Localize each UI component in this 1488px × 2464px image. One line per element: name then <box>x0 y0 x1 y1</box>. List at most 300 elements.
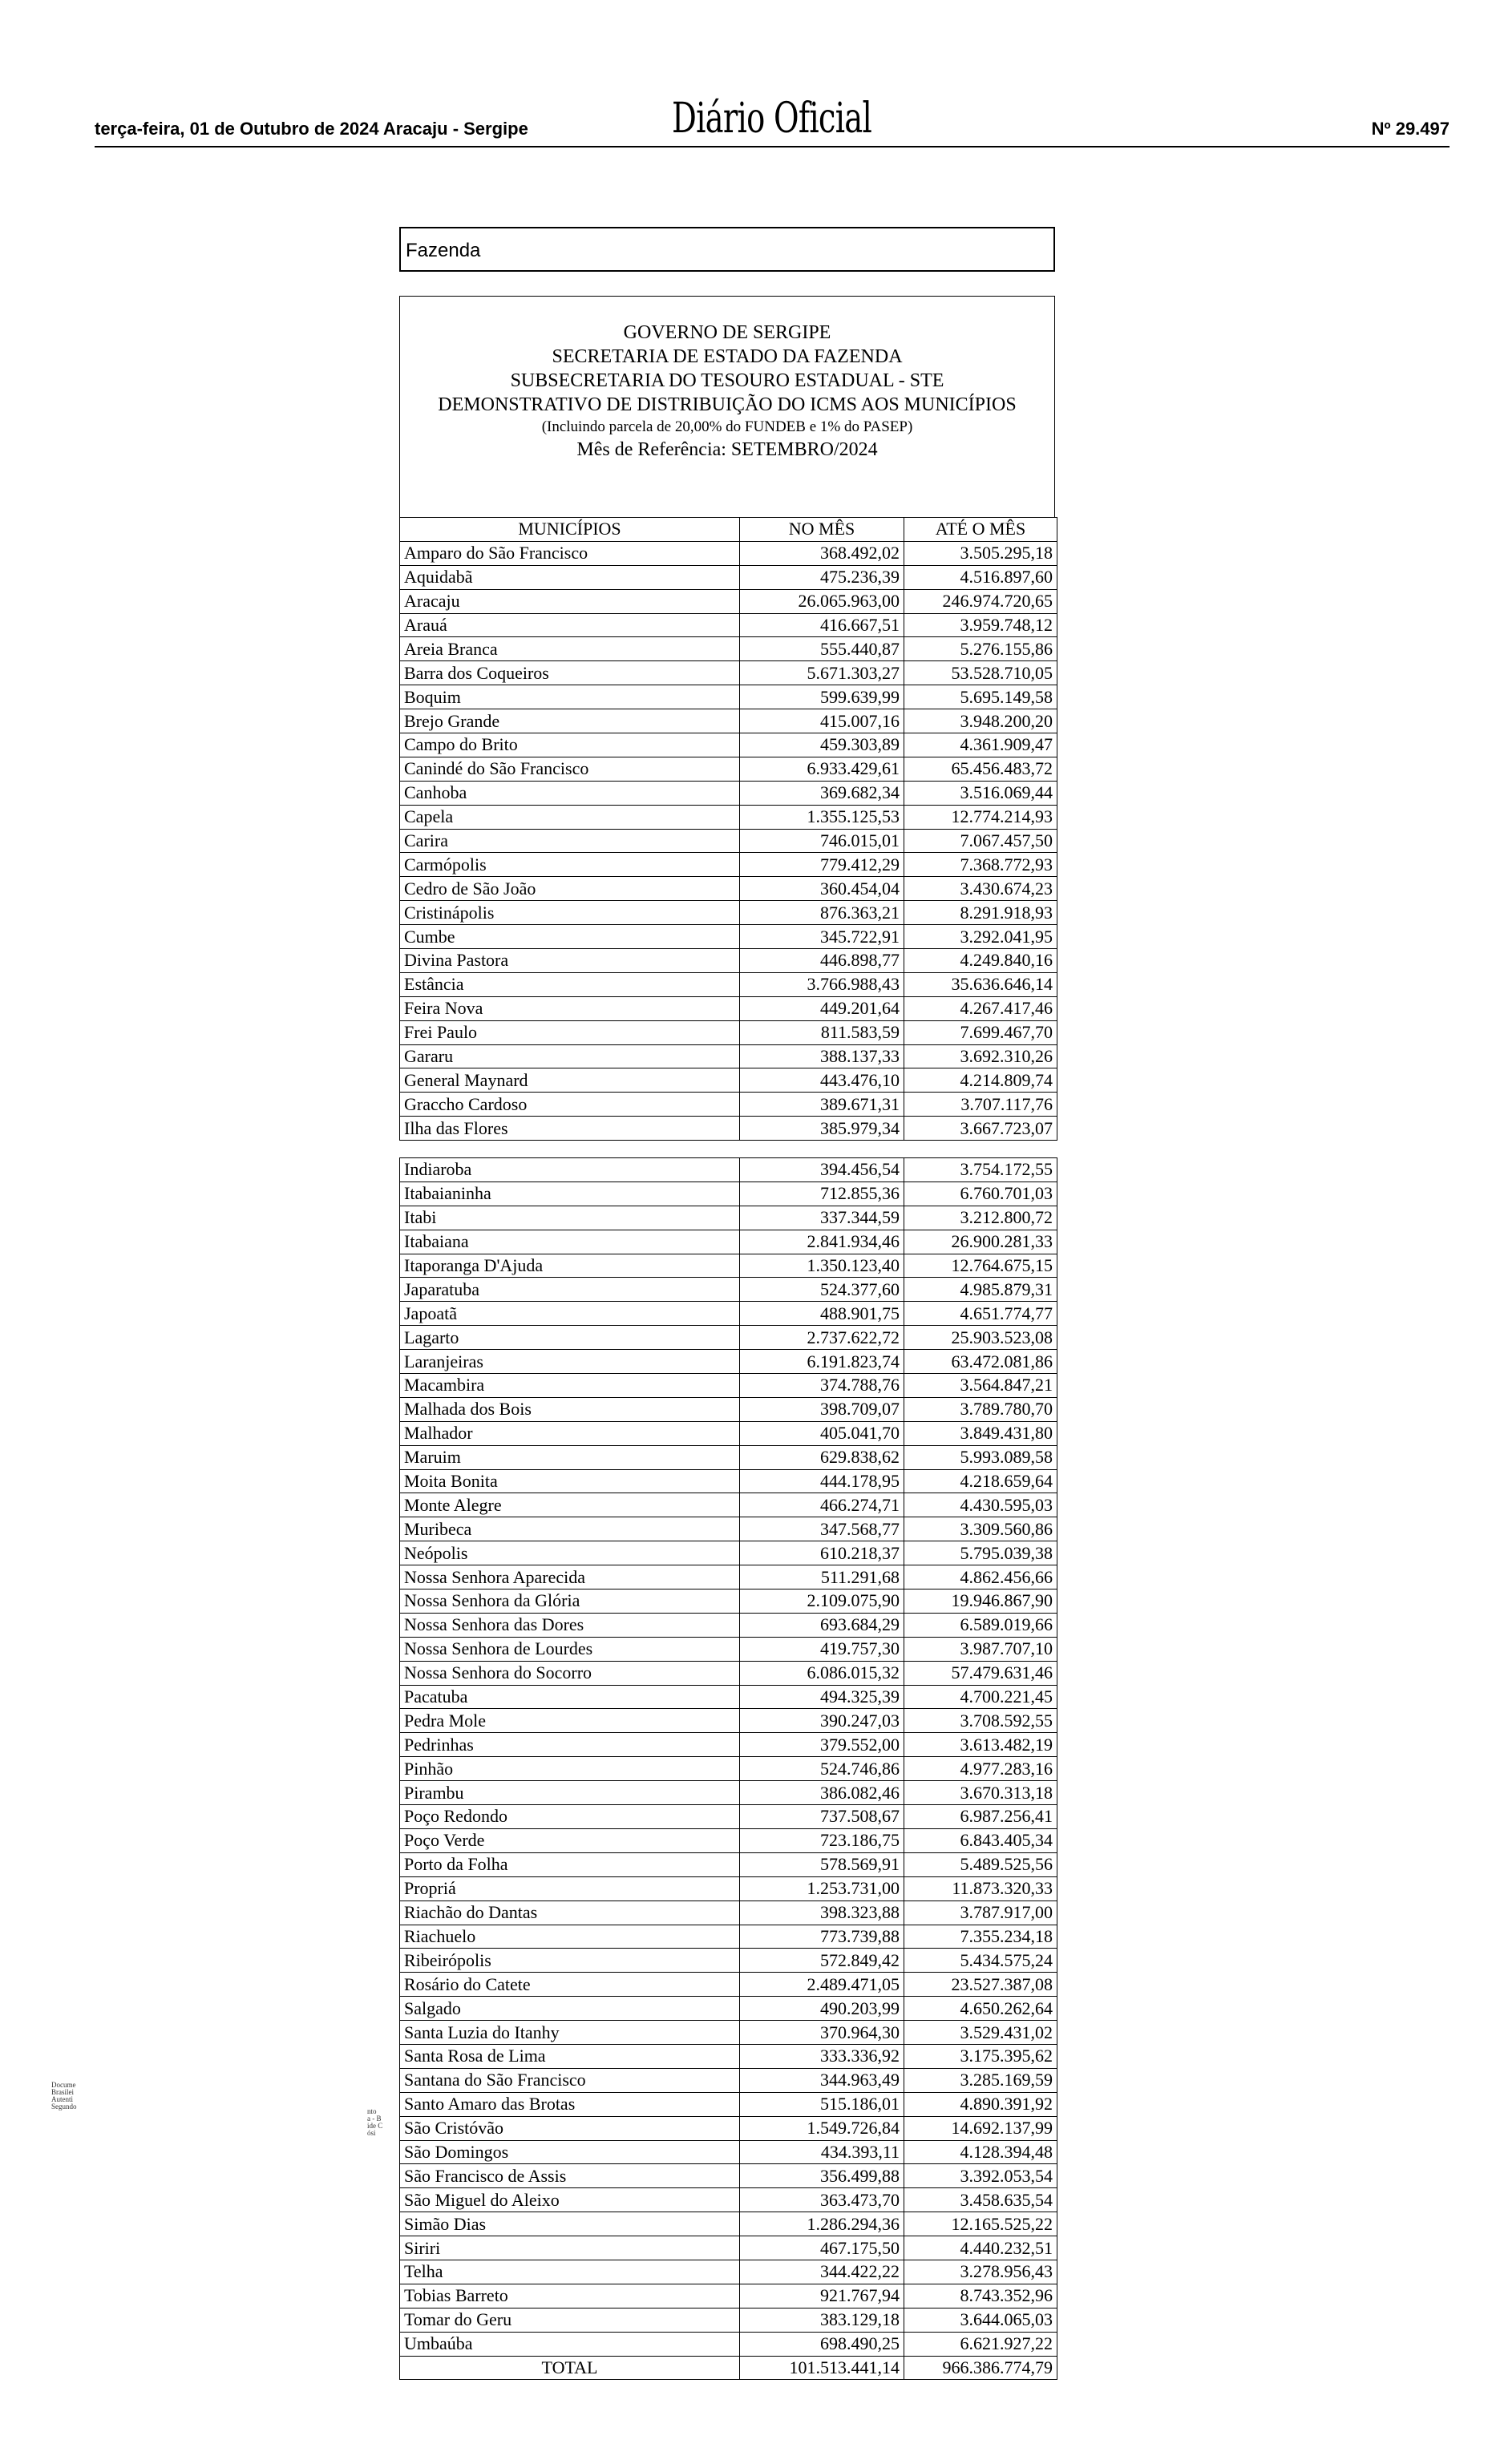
municipio-name: Monte Alegre <box>400 1493 740 1517</box>
ate-o-mes-value: 19.946.867,90 <box>904 1589 1057 1614</box>
ate-o-mes-value: 7.067.457,50 <box>904 829 1057 853</box>
table-row <box>400 1374 1057 1398</box>
table-row <box>400 2116 1057 2140</box>
table-row <box>400 1493 1057 1517</box>
ate-o-mes-value: 6.621.927,22 <box>904 2332 1057 2356</box>
no-mes-value: 459.303,89 <box>740 733 904 757</box>
municipio-name: Barra dos Coqueiros <box>400 661 740 685</box>
table-row <box>400 757 1057 781</box>
total-label: TOTAL <box>400 2356 740 2380</box>
ate-o-mes-value: 4.977.283,16 <box>904 1757 1057 1781</box>
no-mes-value: 2.489.471,05 <box>740 1973 904 1997</box>
table-row <box>400 1852 1057 1876</box>
table-row <box>400 1254 1057 1278</box>
ate-o-mes-value: 3.948.200,20 <box>904 709 1057 733</box>
ate-o-mes-value: 6.843.405,34 <box>904 1828 1057 1852</box>
ate-o-mes-value: 4.890.391,92 <box>904 2092 1057 2116</box>
no-mes-value: 811.583,59 <box>740 1020 904 1044</box>
table-row <box>400 1068 1057 1093</box>
ate-o-mes-value: 7.699.467,70 <box>904 1020 1057 1044</box>
ate-o-mes-value: 3.613.482,19 <box>904 1733 1057 1757</box>
municipio-name: Umbaúba <box>400 2332 740 2356</box>
no-mes-value: 737.508,67 <box>740 1805 904 1829</box>
municipio-name: Salgado <box>400 1997 740 2021</box>
no-mes-value: 444.178,95 <box>740 1469 904 1493</box>
no-mes-value: 876.363,21 <box>740 901 904 925</box>
table-row <box>400 1020 1057 1044</box>
ate-o-mes-value: 4.862.456,66 <box>904 1565 1057 1589</box>
no-mes-value: 356.499,88 <box>740 2164 904 2188</box>
ate-o-mes-value: 3.516.069,44 <box>904 781 1057 805</box>
table-row <box>400 541 1057 565</box>
no-mes-value: 6.086.015,32 <box>740 1661 904 1685</box>
table-row <box>400 829 1057 853</box>
table-row <box>400 1182 1057 1206</box>
municipio-name: Nossa Senhora do Socorro <box>400 1661 740 1685</box>
table-row <box>400 1757 1057 1781</box>
ate-o-mes-value: 4.361.909,47 <box>904 733 1057 757</box>
section-title: Fazenda <box>399 227 1055 272</box>
ate-o-mes-value: 8.291.918,93 <box>904 901 1057 925</box>
municipio-name: Capela <box>400 805 740 829</box>
municipio-name: Nossa Senhora das Dores <box>400 1613 740 1637</box>
municipio-name: Carmópolis <box>400 853 740 877</box>
table-header-row <box>400 518 1057 542</box>
municipio-name: Itabi <box>400 1206 740 1230</box>
ate-o-mes-value: 11.873.320,33 <box>904 1876 1057 1901</box>
ate-o-mes-value: 5.434.575,24 <box>904 1949 1057 1973</box>
table-row <box>400 925 1057 949</box>
table-row <box>400 1613 1057 1637</box>
table-row <box>400 2188 1057 2212</box>
municipio-name: Cristinápolis <box>400 901 740 925</box>
ate-o-mes-value: 3.278.956,43 <box>904 2260 1057 2284</box>
no-mes-value: 434.393,11 <box>740 2140 904 2164</box>
municipio-name: Cumbe <box>400 925 740 949</box>
ate-o-mes-value: 5.695.149,58 <box>904 685 1057 709</box>
table-row <box>400 1397 1057 1421</box>
municipio-name: Brejo Grande <box>400 709 740 733</box>
table-row <box>400 565 1057 589</box>
municipio-name: Propriá <box>400 1876 740 1901</box>
municipio-name: Estância <box>400 972 740 996</box>
municipio-name: Malhada dos Bois <box>400 1397 740 1421</box>
ate-o-mes-value: 3.787.917,00 <box>904 1901 1057 1925</box>
table-row <box>400 1117 1057 1141</box>
table-row <box>400 1828 1057 1852</box>
ate-o-mes-value: 12.165.525,22 <box>904 2212 1057 2236</box>
no-mes-value: 345.722,91 <box>740 925 904 949</box>
edition-number: Nº 29.497 <box>1371 119 1450 139</box>
no-mes-value: 610.218,37 <box>740 1541 904 1565</box>
no-mes-value: 449.201,64 <box>740 996 904 1020</box>
table-row <box>400 2332 1057 2356</box>
municipio-name: Japoatã <box>400 1302 740 1326</box>
ate-o-mes-value: 6.987.256,41 <box>904 1805 1057 1829</box>
municipio-name: Tomar do Geru <box>400 2308 740 2332</box>
municipio-name: Pedra Mole <box>400 1709 740 1733</box>
municipio-name: Nossa Senhora de Lourdes <box>400 1637 740 1661</box>
no-mes-value: 337.344,59 <box>740 1206 904 1230</box>
no-mes-value: 419.757,30 <box>740 1637 904 1661</box>
table-row <box>400 1302 1057 1326</box>
table-row <box>400 1709 1057 1733</box>
municipio-name: Laranjeiras <box>400 1350 740 1374</box>
ate-o-mes-value: 3.292.041,95 <box>904 925 1057 949</box>
no-mes-value: 629.838,62 <box>740 1445 904 1469</box>
no-mes-value: 398.323,88 <box>740 1901 904 1925</box>
table-row <box>400 589 1057 613</box>
municipio-name: Ribeirópolis <box>400 1949 740 1973</box>
no-mes-value: 3.766.988,43 <box>740 972 904 996</box>
table-row <box>400 1206 1057 1230</box>
municipio-name: Pinhão <box>400 1757 740 1781</box>
ate-o-mes-value: 3.667.723,07 <box>904 1117 1057 1141</box>
ate-o-mes-value: 3.754.172,55 <box>904 1158 1057 1182</box>
no-mes-value: 515.186,01 <box>740 2092 904 2116</box>
no-mes-value: 779.412,29 <box>740 853 904 877</box>
ate-o-mes-value: 4.128.394,48 <box>904 2140 1057 2164</box>
municipio-name: Carira <box>400 829 740 853</box>
no-mes-value: 488.901,75 <box>740 1302 904 1326</box>
total-row <box>400 2356 1057 2380</box>
ate-o-mes-value: 3.564.847,21 <box>904 1374 1057 1398</box>
table-row <box>400 1973 1057 1997</box>
no-mes-value: 344.422,22 <box>740 2260 904 2284</box>
municipio-name: Maruim <box>400 1445 740 1469</box>
no-mes-value: 921.767,94 <box>740 2284 904 2308</box>
ate-o-mes-value: 12.774.214,93 <box>904 805 1057 829</box>
table-row <box>400 877 1057 901</box>
table-row <box>400 1781 1057 1805</box>
ate-o-mes-value: 3.849.431,80 <box>904 1421 1057 1445</box>
column-header-no-mes: NO MÊS <box>740 518 904 542</box>
municipio-name: Frei Paulo <box>400 1020 740 1044</box>
ate-o-mes-value: 3.692.310,26 <box>904 1044 1057 1068</box>
ate-o-mes-value: 5.276.155,86 <box>904 637 1057 661</box>
ate-o-mes-value: 26.900.281,33 <box>904 1230 1057 1254</box>
ate-o-mes-value: 3.707.117,76 <box>904 1093 1057 1117</box>
table-row <box>400 1565 1057 1589</box>
municipio-name: São Domingos <box>400 2140 740 2164</box>
ate-o-mes-value: 5.795.039,38 <box>904 1541 1057 1565</box>
municipio-name: Riachuelo <box>400 1925 740 1949</box>
table-row <box>400 1278 1057 1302</box>
table-row <box>400 1925 1057 1949</box>
table-row <box>400 2308 1057 2332</box>
municipio-name: Graccho Cardoso <box>400 1093 740 1117</box>
ate-o-mes-value: 3.392.053,54 <box>904 2164 1057 2188</box>
no-mes-value: 712.855,36 <box>740 1182 904 1206</box>
column-header-ate-o-mes: ATÉ O MÊS <box>904 518 1057 542</box>
no-mes-value: 415.007,16 <box>740 709 904 733</box>
municipio-name: Gararu <box>400 1044 740 1068</box>
table-row <box>400 1876 1057 1901</box>
no-mes-value: 524.746,86 <box>740 1757 904 1781</box>
total-no-mes: 101.513.441,14 <box>740 2356 904 2380</box>
ate-o-mes-value: 4.218.659,64 <box>904 1469 1057 1493</box>
ate-o-mes-value: 12.764.675,15 <box>904 1254 1057 1278</box>
municipio-name: Lagarto <box>400 1326 740 1350</box>
ate-o-mes-value: 14.692.137,99 <box>904 2116 1057 2140</box>
municipio-name: Santana do São Francisco <box>400 2068 740 2092</box>
table-row <box>400 2212 1057 2236</box>
municipio-name: São Miguel do Aleixo <box>400 2188 740 2212</box>
ate-o-mes-value: 6.760.701,03 <box>904 1182 1057 1206</box>
ate-o-mes-value: 4.267.417,46 <box>904 996 1057 1020</box>
no-mes-value: 693.684,29 <box>740 1613 904 1637</box>
ate-o-mes-value: 3.959.748,12 <box>904 613 1057 637</box>
icms-table-part1 <box>399 517 1057 1141</box>
table-row <box>400 2164 1057 2188</box>
municipio-name: São Cristóvão <box>400 2116 740 2140</box>
municipio-name: Arauá <box>400 613 740 637</box>
ate-o-mes-value: 25.903.523,08 <box>904 1326 1057 1350</box>
no-mes-value: 416.667,51 <box>740 613 904 637</box>
ate-o-mes-value: 3.212.800,72 <box>904 1206 1057 1230</box>
no-mes-value: 390.247,03 <box>740 1709 904 1733</box>
municipio-name: Nossa Senhora Aparecida <box>400 1565 740 1589</box>
no-mes-value: 398.709,07 <box>740 1397 904 1421</box>
table-row <box>400 1589 1057 1614</box>
ate-o-mes-value: 4.700.221,45 <box>904 1685 1057 1709</box>
no-mes-value: 494.325,39 <box>740 1685 904 1709</box>
municipio-name: Indiaroba <box>400 1158 740 1182</box>
municipio-name: Boquim <box>400 685 740 709</box>
table-row <box>400 2044 1057 2068</box>
ate-o-mes-value: 53.528.710,05 <box>904 661 1057 685</box>
no-mes-value: 443.476,10 <box>740 1068 904 1093</box>
table-row <box>400 2021 1057 2045</box>
municipio-name: Nossa Senhora da Glória <box>400 1589 740 1614</box>
municipio-name: Pirambu <box>400 1781 740 1805</box>
no-mes-value: 578.569,91 <box>740 1852 904 1876</box>
table-row <box>400 1469 1057 1493</box>
ate-o-mes-value: 4.650.262,64 <box>904 1997 1057 2021</box>
no-mes-value: 1.350.123,40 <box>740 1254 904 1278</box>
municipio-name: Pedrinhas <box>400 1733 740 1757</box>
municipio-name: Canindé do São Francisco <box>400 757 740 781</box>
no-mes-value: 1.286.294,36 <box>740 2212 904 2236</box>
table-row <box>400 1350 1057 1374</box>
ate-o-mes-value: 4.651.774,77 <box>904 1302 1057 1326</box>
municipio-name: Itabaianinha <box>400 1182 740 1206</box>
no-mes-value: 698.490,25 <box>740 2332 904 2356</box>
municipio-name: Santo Amaro das Brotas <box>400 2092 740 2116</box>
ate-o-mes-value: 23.527.387,08 <box>904 1973 1057 1997</box>
table-row <box>400 1326 1057 1350</box>
ate-o-mes-value: 7.355.234,18 <box>904 1925 1057 1949</box>
table-row <box>400 1733 1057 1757</box>
table-row <box>400 1661 1057 1685</box>
table-row <box>400 1541 1057 1565</box>
no-mes-value: 446.898,77 <box>740 949 904 973</box>
ate-o-mes-value: 5.489.525,56 <box>904 1852 1057 1876</box>
municipio-name: Amparo do São Francisco <box>400 541 740 565</box>
no-mes-value: 524.377,60 <box>740 1278 904 1302</box>
municipio-name: Rosário do Catete <box>400 1973 740 1997</box>
no-mes-value: 572.849,42 <box>740 1949 904 1973</box>
no-mes-value: 333.336,92 <box>740 2044 904 2068</box>
municipio-name: Japaratuba <box>400 1278 740 1302</box>
municipio-name: Santa Luzia do Itanhy <box>400 2021 740 2045</box>
secretariat-line: SECRETARIA DE ESTADO DA FAZENDA <box>552 346 903 367</box>
table-row <box>400 805 1057 829</box>
no-mes-value: 386.082,46 <box>740 1781 904 1805</box>
no-mes-value: 363.473,70 <box>740 2188 904 2212</box>
table-row <box>400 949 1057 973</box>
no-mes-value: 1.549.726,84 <box>740 2116 904 2140</box>
table-row <box>400 2236 1057 2260</box>
ate-o-mes-value: 4.249.840,16 <box>904 949 1057 973</box>
ate-o-mes-value: 4.516.897,60 <box>904 565 1057 589</box>
no-mes-value: 6.933.429,61 <box>740 757 904 781</box>
municipio-name: Canhoba <box>400 781 740 805</box>
newspaper-title: Diário Oficial <box>672 95 872 143</box>
table-row <box>400 1685 1057 1709</box>
no-mes-value: 347.568,77 <box>740 1517 904 1541</box>
table-row <box>400 661 1057 685</box>
municipio-name: Aracaju <box>400 589 740 613</box>
municipio-name: Riachão do Dantas <box>400 1901 740 1925</box>
table-row <box>400 901 1057 925</box>
table-row <box>400 1230 1057 1254</box>
statement-title: DEMONSTRATIVO DE DISTRIBUIÇÃO DO ICMS AOS MUNICÍPIOS <box>438 394 1017 415</box>
municipio-name: Aquidabã <box>400 565 740 589</box>
table-row <box>400 1517 1057 1541</box>
ate-o-mes-value: 4.985.879,31 <box>904 1278 1057 1302</box>
no-mes-value: 2.841.934,46 <box>740 1230 904 1254</box>
no-mes-value: 405.041,70 <box>740 1421 904 1445</box>
table-row <box>400 733 1057 757</box>
municipio-name: Campo do Brito <box>400 733 740 757</box>
ate-o-mes-value: 4.440.232,51 <box>904 2236 1057 2260</box>
municipio-name: Ilha das Flores <box>400 1117 740 1141</box>
ate-o-mes-value: 3.309.560,86 <box>904 1517 1057 1541</box>
no-mes-value: 389.671,31 <box>740 1093 904 1117</box>
ate-o-mes-value: 3.789.780,70 <box>904 1397 1057 1421</box>
no-mes-value: 6.191.823,74 <box>740 1350 904 1374</box>
side-stamp-left: Docume Brasilei Autenti Segundo <box>51 2081 77 2111</box>
icms-table-part2 <box>399 1157 1057 2380</box>
no-mes-value: 5.671.303,27 <box>740 661 904 685</box>
no-mes-value: 370.964,30 <box>740 2021 904 2045</box>
ate-o-mes-value: 3.505.295,18 <box>904 541 1057 565</box>
table-row <box>400 1901 1057 1925</box>
table-row <box>400 685 1057 709</box>
municipio-name: Porto da Folha <box>400 1852 740 1876</box>
ate-o-mes-value: 3.708.592,55 <box>904 1709 1057 1733</box>
no-mes-value: 368.492,02 <box>740 541 904 565</box>
municipio-name: Moita Bonita <box>400 1469 740 1493</box>
no-mes-value: 2.109.075,90 <box>740 1589 904 1614</box>
table-row <box>400 2092 1057 2116</box>
municipio-name: Siriri <box>400 2236 740 2260</box>
table-row <box>400 613 1057 637</box>
ate-o-mes-value: 3.529.431,02 <box>904 2021 1057 2045</box>
ate-o-mes-value: 3.430.674,23 <box>904 877 1057 901</box>
municipio-name: Itaporanga D'Ajuda <box>400 1254 740 1278</box>
no-mes-value: 385.979,34 <box>740 1117 904 1141</box>
municipio-name: Neópolis <box>400 1541 740 1565</box>
municipio-name: Itabaiana <box>400 1230 740 1254</box>
municipio-name: Feira Nova <box>400 996 740 1020</box>
no-mes-value: 26.065.963,00 <box>740 589 904 613</box>
document-heading <box>399 296 1055 517</box>
table-row <box>400 996 1057 1020</box>
no-mes-value: 1.355.125,53 <box>740 805 904 829</box>
no-mes-value: 773.739,88 <box>740 1925 904 1949</box>
municipio-name: Santa Rosa de Lima <box>400 2044 740 2068</box>
no-mes-value: 2.737.622,72 <box>740 1326 904 1350</box>
ate-o-mes-value: 3.285.169,59 <box>904 2068 1057 2092</box>
table-row <box>400 2140 1057 2164</box>
no-mes-value: 746.015,01 <box>740 829 904 853</box>
table-row <box>400 1805 1057 1829</box>
table-row <box>400 1158 1057 1182</box>
ate-o-mes-value: 57.479.631,46 <box>904 1661 1057 1685</box>
ate-o-mes-value: 3.175.395,62 <box>904 2044 1057 2068</box>
municipio-name: General Maynard <box>400 1068 740 1093</box>
no-mes-value: 467.175,50 <box>740 2236 904 2260</box>
table-row <box>400 1044 1057 1068</box>
no-mes-value: 490.203,99 <box>740 1997 904 2021</box>
ate-o-mes-value: 63.472.081,86 <box>904 1350 1057 1374</box>
no-mes-value: 599.639,99 <box>740 685 904 709</box>
table-row <box>400 972 1057 996</box>
table-row <box>400 2068 1057 2092</box>
no-mes-value: 344.963,49 <box>740 2068 904 2092</box>
subsecretariat-line: SUBSECRETARIA DO TESOURO ESTADUAL - STE <box>510 370 944 391</box>
ate-o-mes-value: 3.987.707,10 <box>904 1637 1057 1661</box>
no-mes-value: 369.682,34 <box>740 781 904 805</box>
ate-o-mes-value: 7.368.772,93 <box>904 853 1057 877</box>
statement-note: (Incluindo parcela de 20,00% do FUNDEB e 1% do PASEP) <box>541 418 913 435</box>
municipio-name: Divina Pastora <box>400 949 740 973</box>
ate-o-mes-value: 246.974.720,65 <box>904 589 1057 613</box>
header-date: terça-feira, 01 de Outubro de 2024 Aracaju - Sergipe <box>95 119 528 139</box>
ate-o-mes-value: 3.458.635,54 <box>904 2188 1057 2212</box>
no-mes-value: 1.253.731,00 <box>740 1876 904 1901</box>
table-row <box>400 781 1057 805</box>
page-header <box>95 95 1450 147</box>
total-ate-o-mes: 966.386.774,79 <box>904 2356 1057 2380</box>
side-stamp-right: nto a - B ide C ósi <box>367 2107 383 2137</box>
table-row <box>400 1445 1057 1469</box>
gov-line: GOVERNO DE SERGIPE <box>623 322 831 343</box>
table-row <box>400 1949 1057 1973</box>
ate-o-mes-value: 5.993.089,58 <box>904 1445 1057 1469</box>
no-mes-value: 379.552,00 <box>740 1733 904 1757</box>
ate-o-mes-value: 4.430.595,03 <box>904 1493 1057 1517</box>
table-row <box>400 1093 1057 1117</box>
no-mes-value: 374.788,76 <box>740 1374 904 1398</box>
municipio-name: Poço Redondo <box>400 1805 740 1829</box>
no-mes-value: 388.137,33 <box>740 1044 904 1068</box>
table-row <box>400 2260 1057 2284</box>
ate-o-mes-value: 65.456.483,72 <box>904 757 1057 781</box>
no-mes-value: 383.129,18 <box>740 2308 904 2332</box>
municipio-name: Cedro de São João <box>400 877 740 901</box>
no-mes-value: 555.440,87 <box>740 637 904 661</box>
municipio-name: Malhador <box>400 1421 740 1445</box>
municipio-name: Tobias Barreto <box>400 2284 740 2308</box>
ate-o-mes-value: 3.670.313,18 <box>904 1781 1057 1805</box>
municipio-name: Areia Branca <box>400 637 740 661</box>
no-mes-value: 511.291,68 <box>740 1565 904 1589</box>
municipio-name: Pacatuba <box>400 1685 740 1709</box>
municipio-name: Simão Dias <box>400 2212 740 2236</box>
